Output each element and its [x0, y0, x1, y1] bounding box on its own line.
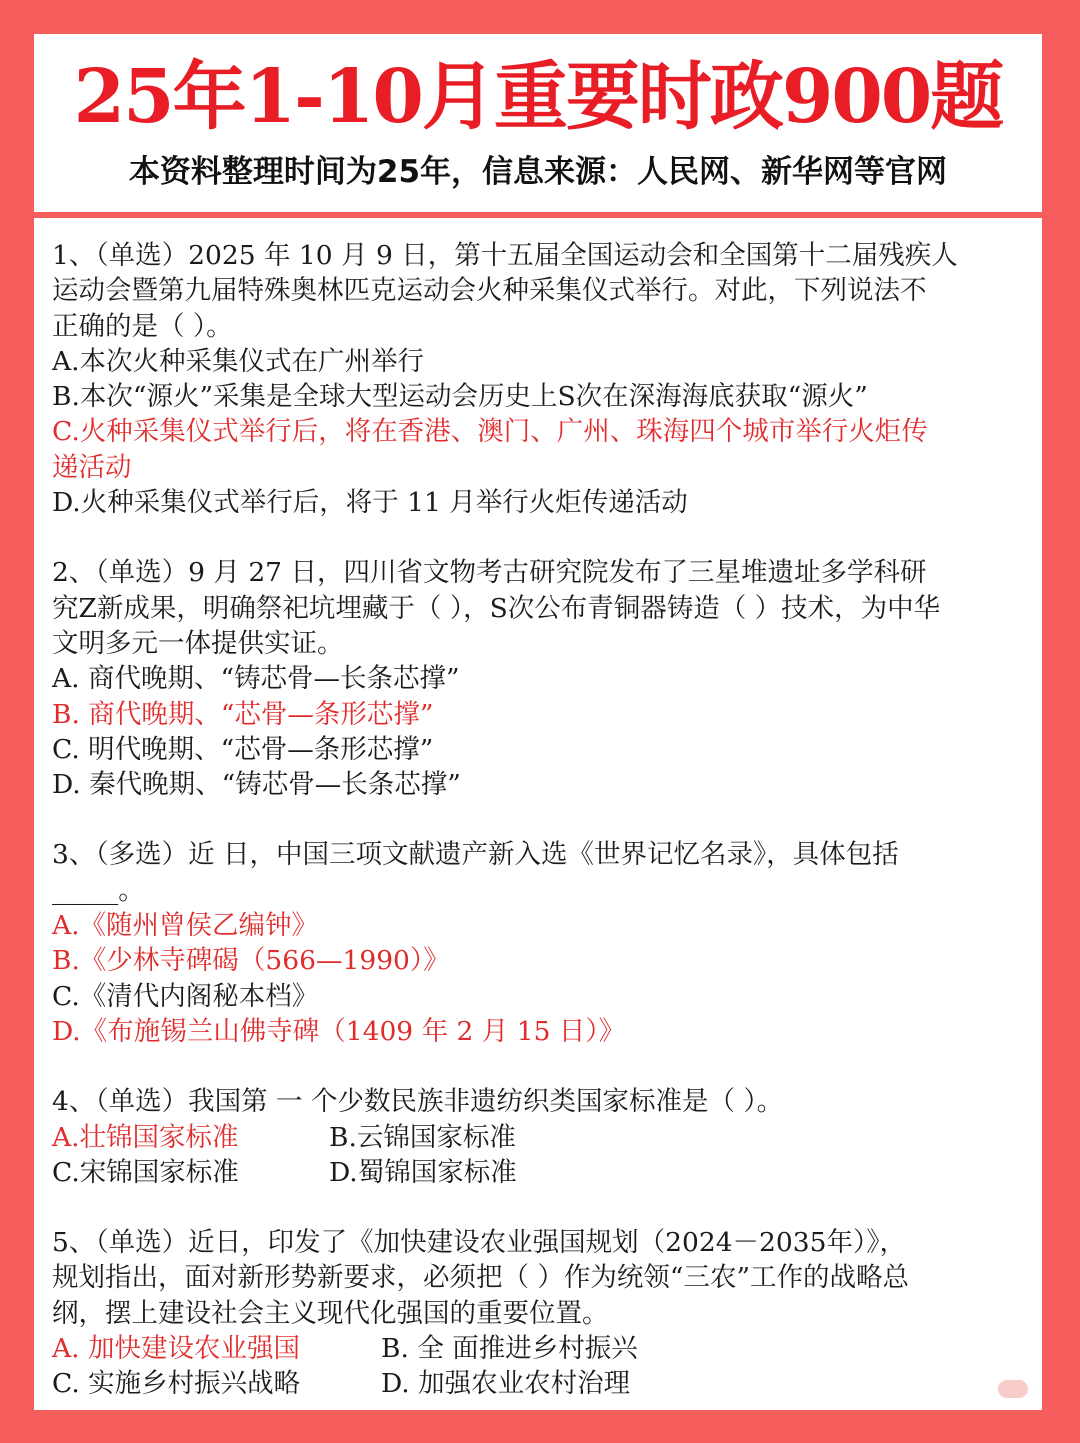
option-row	[52, 1331, 1042, 1366]
question-list	[52, 238, 1042, 1410]
option-row	[52, 1366, 1042, 1401]
question-stem-line: 4、（单选）我国第 一 个少数民族非遗纺织类国家标准是（ ）。	[52, 1086, 784, 1118]
option: C.宋锦国家标准	[52, 1156, 239, 1188]
option-line: D.火种采集仪式举行后，将于 11 月举行火炬传递活动	[52, 487, 688, 519]
watermark-badge	[998, 1380, 1028, 1398]
option-line: A.本次火种采集仪式在广州举行	[52, 345, 425, 377]
question-stem-line: 5、（单选）近日，印发了《加快建设农业强国规划（2024－2035年）》，	[52, 1227, 906, 1259]
option: B. 全 面推进乡村振兴	[381, 1333, 638, 1365]
question-panel	[34, 218, 1042, 1410]
question-1	[52, 238, 1042, 520]
answer-option-line: C.火种采集仪式举行后，将在香港、澳门、广州、珠海四个城市举行火炬传	[52, 416, 928, 448]
question-2	[52, 555, 1042, 802]
answer-option-line: B.《少林寺碑碣（566—1990）》	[52, 945, 450, 977]
question-stem-line: 究Z新成果，明确祭祀坑埋藏于（ ），S次公布青铜器铸造（ ）技术，为中华	[52, 592, 941, 624]
header-panel	[34, 34, 1042, 212]
answer-option-line: D.《布施锡兰山佛寺碑（1409 年 2 月 15 日）》	[52, 1015, 626, 1047]
option-line: C.《清代内阁秘本档》	[52, 980, 319, 1012]
option: D.蜀锦国家标准	[329, 1156, 517, 1188]
page-title: 25年1-10月重要时政900题	[73, 54, 1003, 140]
question-stem-line: 正确的是（ ）。	[52, 310, 233, 342]
question-stem-line: 3、（多选）近 日，中国三项文献遗产新入选《世界记忆名录》，具体包括	[52, 839, 899, 871]
answer-option-line: 递活动	[52, 451, 132, 483]
answer-option-line: B. 商代晚期、“芯骨—条形芯撑”	[52, 698, 434, 730]
question-stem-line: 1、（单选）2025 年 10 月 9 日，第十五届全国运动会和全国第十二届残疾人	[52, 240, 958, 271]
question-5	[52, 1225, 1042, 1401]
question-stem-line: 2、（单选）9 月 27 日，四川省文物考古研究院发布了三星堆遗址多学科研	[52, 557, 927, 589]
answer-option: A.壮锦国家标准	[52, 1121, 239, 1153]
option: D. 加强农业农村治理	[381, 1368, 631, 1400]
question-4	[52, 1084, 1042, 1190]
answer-option: A. 加快建设农业强国	[52, 1333, 300, 1365]
question-stem-line: 运动会暨第九届特殊奥林匹克运动会火种采集仪式举行。对此，下列说法不	[52, 275, 927, 307]
option-row	[52, 1120, 1042, 1155]
option: B.云锦国家标准	[329, 1121, 516, 1153]
answer-option-line: A.《随州曾侯乙编钟》	[52, 910, 319, 942]
question-stem-line: 文明多元一体提供实证。	[52, 627, 344, 659]
option-line: D. 秦代晚期、“铸芯骨—长条芯撑”	[52, 769, 461, 801]
page-subtitle: 本资料整理时间为25年，信息来源：人民网、新华网等官网	[128, 154, 948, 190]
question-stem-line: _____。	[52, 874, 145, 906]
question-3	[52, 837, 1042, 1049]
option: C. 实施乡村振兴战略	[52, 1368, 301, 1400]
option-line: A. 商代晚期、“铸芯骨—长条芯撑”	[52, 663, 460, 695]
question-stem-line: 纲，摆上建设社会主义现代化强国的重要位置。	[52, 1297, 609, 1329]
option-line: B.本次“源火”采集是全球大型运动会历史上S次在深海海底获取“源火”	[52, 381, 868, 413]
question-stem-line: 规划指出，面对新形势新要求，必须把（ ）作为统领“三农”工作的战略总	[52, 1262, 910, 1294]
option-row	[52, 1155, 1042, 1190]
option-line: C. 明代晚期、“芯骨—条形芯撑”	[52, 733, 434, 765]
